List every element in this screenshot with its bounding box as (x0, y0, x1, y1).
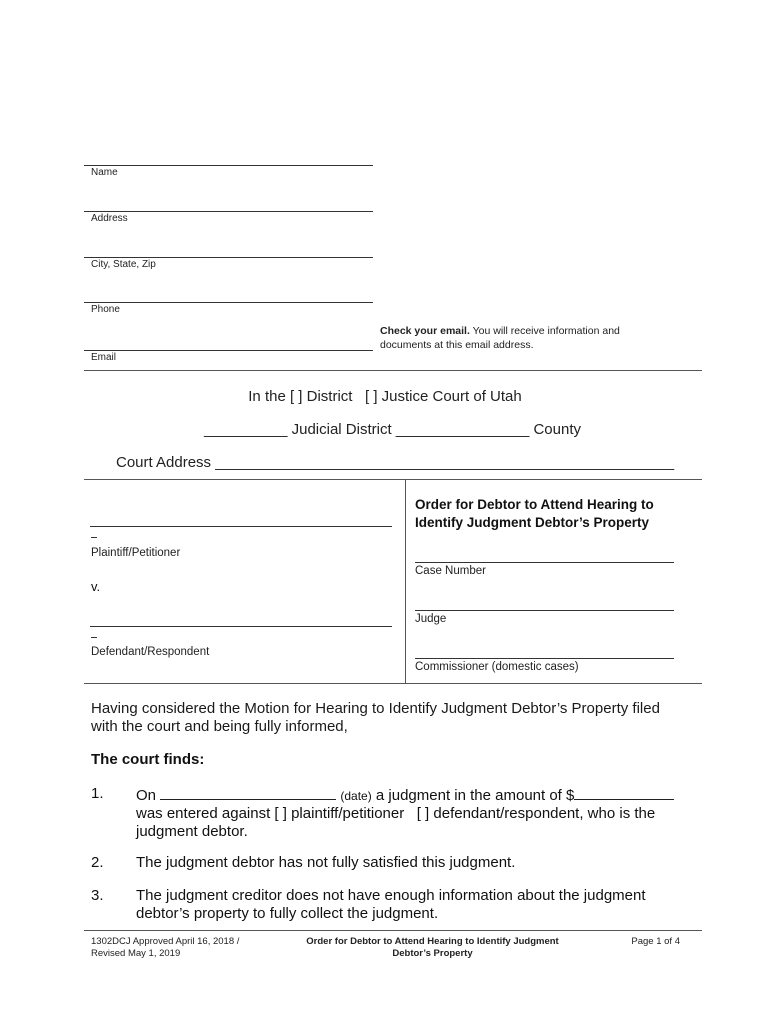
court-justice-option[interactable]: [ ] Justice Court of Utah (364, 388, 522, 405)
email-note-text: You will receive information and (469, 325, 620, 337)
footer-page-number: Page 1 of 4 (631, 936, 680, 947)
footer-title (280, 936, 585, 960)
email-note (380, 324, 680, 352)
judgment-date-blank[interactable] (160, 785, 336, 800)
judge-line[interactable] (415, 610, 674, 611)
item-1-on: On (136, 787, 157, 804)
item-1-text (136, 785, 696, 841)
item-1-number: 1. (91, 785, 104, 802)
email-label: Email (91, 352, 117, 363)
intro-paragraph (91, 700, 701, 736)
email-note-line2: documents at this email address. (380, 339, 534, 351)
judge-label: Judge (415, 613, 447, 625)
court-address-label: Court Address (116, 454, 212, 471)
court-line-2 (0, 421, 770, 438)
court-district-option[interactable]: [ ] District (289, 388, 353, 405)
defendant-line[interactable] (90, 626, 392, 627)
item-3-number: 3. (91, 887, 104, 904)
judicial-district-blank[interactable]: __________ (204, 421, 288, 438)
county-blank[interactable]: ________________ (395, 421, 530, 438)
phone-line (84, 302, 373, 303)
intro-line2: with the court and being fully informed, (91, 718, 348, 735)
item-1-line3: judgment debtor. (136, 823, 248, 840)
footer-title-line1: Order for Debtor to Attend Hearing to Identify Judgment (306, 936, 559, 947)
case-number-label: Case Number (415, 565, 486, 577)
case-number-line[interactable] (415, 562, 674, 563)
header-divider (84, 370, 702, 371)
intro-line1: Having considered the Motion for Hearing to Identify Judgment Debtor’s Property filed (91, 700, 660, 717)
court-address-blank[interactable]: _______________________________________________________ (215, 454, 675, 471)
phone-label: Phone (91, 304, 120, 315)
order-title-line2: Identify Judgment Debtor’s Property (415, 515, 650, 530)
judgment-amount-blank[interactable] (574, 785, 674, 800)
email-note-bold: Check your email. (380, 325, 470, 337)
versus-label: v. (91, 579, 101, 594)
footer-rule (84, 930, 702, 931)
item-3-line1: The judgment creditor does not have enough information about the judgment (136, 887, 646, 904)
name-line (84, 165, 373, 166)
city-state-zip-label: City, State, Zip (91, 259, 156, 270)
address-line (84, 211, 373, 212)
county-label: County (533, 421, 581, 438)
defendant-label: Defendant/Respondent (91, 646, 210, 658)
defendant-tick (91, 637, 97, 638)
court-line-1 (0, 388, 770, 405)
item-1-line2: was entered against [ ] plaintiff/petitioner [ ] defendant/respondent, who is the (136, 805, 656, 822)
caption-divider (405, 479, 406, 683)
item-2-number: 2. (91, 854, 104, 871)
email-line (84, 350, 373, 351)
item-2-text: The judgment debtor has not fully satisfied this judgment. (136, 854, 516, 871)
plaintiff-label: Plaintiff/Petitioner (91, 547, 181, 559)
footer-revised: Revised May 1, 2019 (91, 948, 181, 959)
city-line (84, 257, 373, 258)
court-address-line (116, 454, 674, 471)
caption-bottom-rule (84, 683, 702, 684)
order-title (415, 496, 700, 532)
commissioner-label: Commissioner (domestic cases) (415, 661, 579, 673)
footer-title-line2: Debtor’s Property (392, 948, 473, 959)
court-in-the: In the (248, 388, 286, 405)
item-3-line2: debtor’s property to fully collect the judgment. (136, 905, 439, 922)
footer-form-id (91, 936, 239, 960)
caption-top-rule (84, 479, 702, 480)
commissioner-line[interactable] (415, 658, 674, 659)
judicial-district-label: Judicial District (291, 421, 392, 438)
court-finds-heading: The court finds: (91, 751, 205, 768)
address-label: Address (91, 213, 128, 224)
order-title-line1: Order for Debtor to Attend Hearing to (415, 497, 654, 512)
name-label: Name (91, 167, 118, 178)
item-1-amount-text: a judgment in the amount of $ (375, 787, 575, 804)
item-1-date-label: (date) (340, 789, 372, 803)
plaintiff-tick (91, 537, 97, 538)
plaintiff-line[interactable] (90, 526, 392, 527)
item-3-text (136, 887, 696, 923)
footer-form-id-line1: 1302DCJ Approved April 16, 2018 / (91, 936, 240, 947)
